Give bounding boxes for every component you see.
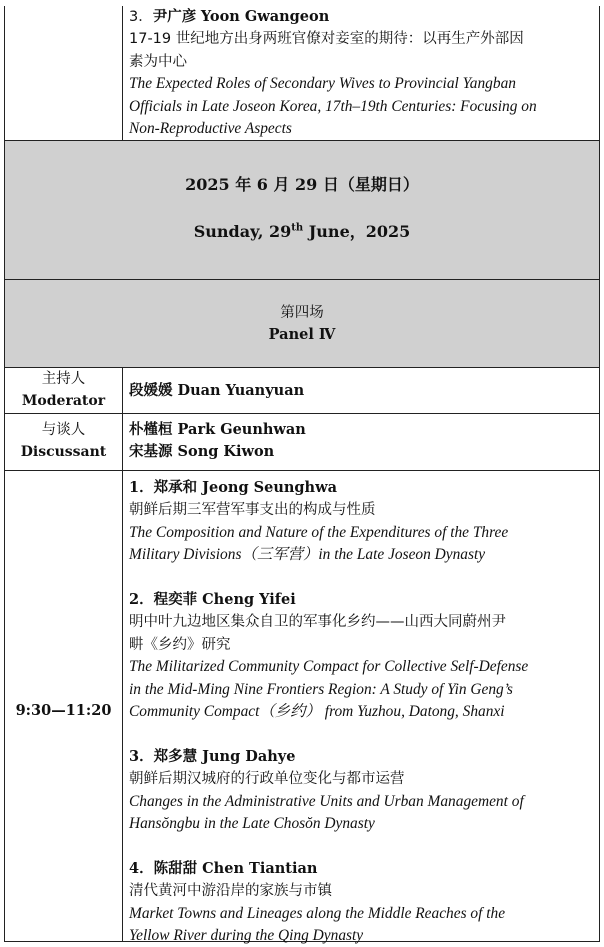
presenter-name-cn: 尹广彦 <box>152 9 197 25</box>
paper-title-en: Market Towns and Lineages along the Middle Reaches of the <box>129 904 506 922</box>
presentation-item <box>129 477 599 567</box>
presentation-item <box>129 746 599 836</box>
paper-title-cn: 17-19 世纪地方出身两班官僚对妾室的期待：以再生产外部因 <box>129 31 524 48</box>
paper-title-en: Yellow River during the Qing Dynasty <box>129 927 364 945</box>
paper-title-en: Officials in Late Joseon Korea, 17th–19th Centuries: Focusing on <box>129 97 537 115</box>
paper-title-en: in the Mid-Ming Nine Frontiers Region: A Study of Yin Geng’s <box>129 680 513 698</box>
paper-title-cn: 清代黄河中游沿岸的家族与市镇 <box>129 883 332 900</box>
presentation-item <box>129 589 599 723</box>
prev-presentation <box>123 6 599 140</box>
discussant-names: 朴槿桓 Park Geunhwan 宋基源 Song Kiwon <box>129 421 306 461</box>
paper-title-en: The Expected Roles of Secondary Wives to Provincial Yangban <box>129 75 516 93</box>
session-time: 9:30—11:20 <box>15 702 112 719</box>
moderator-name: 段媛媛 Duan Yuanyuan <box>129 382 305 399</box>
paper-title-en: Military Divisions（三军营）in the Late Joseon Dynasty <box>129 546 486 564</box>
paper-title-en: Changes in the Administrative Units and Urban Management of <box>129 792 524 810</box>
presentation-item <box>129 858 599 947</box>
presenter-name-en: Yoon Gwangeon <box>200 8 330 25</box>
discussant-label: 与谈人 Discussant <box>5 414 123 470</box>
time-cell-empty <box>5 6 123 140</box>
discussant-row <box>4 414 600 471</box>
paper-title-cn: 明中叶九边地区集众自卫的军事化乡约——山西大同蔚州尹 <box>129 614 506 631</box>
presenter-name: 陈甜甜 Chen Tiantian <box>153 859 318 877</box>
date-header-row <box>4 141 600 280</box>
panel-title-en: Panel Ⅳ <box>268 326 336 344</box>
panel-header-row <box>4 280 600 368</box>
paper-title-en: The Militarized Community Compact for Collective Self-Defense <box>129 658 529 676</box>
paper-title-en: Hansŏngbu in the Late Chosŏn Dynasty <box>129 815 375 833</box>
schedule-table <box>4 6 600 945</box>
session-row <box>4 471 600 945</box>
paper-title-en: Community Compact（乡约） from Yuzhou, Datong, Shanxi <box>129 703 505 721</box>
paper-title-cn: 朝鲜后期汉城府的行政单位变化与都市运营 <box>129 771 405 788</box>
prev-session-row <box>4 6 600 141</box>
presentation-list <box>123 471 599 945</box>
presenter-name: 郑多慧 Jung Dahye <box>153 747 296 765</box>
paper-title-cn: 畊《乡约》研究 <box>129 636 231 653</box>
presentation-number: 3． <box>129 9 153 25</box>
presentation-number: 2． <box>129 591 154 609</box>
date-en: Sunday, 29th June，2025 <box>193 222 411 241</box>
paper-title-cn: 素为中心 <box>129 53 187 70</box>
presenter-name: 郑承和 Jeong Seunghwa <box>153 479 337 496</box>
paper-title-en: The Composition and Nature of the Expenditures of the Three <box>129 523 509 541</box>
paper-title-cn: 朝鲜后期三军营军事支出的构成与性质 <box>129 502 376 519</box>
panel-title-cn: 第四场 <box>280 305 324 321</box>
presentation-number: 3． <box>129 747 154 765</box>
moderator-row <box>4 368 600 414</box>
presenter-name: 程奕菲 Cheng Yifei <box>153 591 296 609</box>
moderator-label: 主持人 Moderator <box>5 368 123 413</box>
paper-title-en: Non-Reproductive Aspects <box>129 120 292 138</box>
date-cn: 2025 年 6 月 29 日（星期日） <box>185 175 419 194</box>
presentation-number: 4． <box>129 859 154 877</box>
session-time-cell <box>5 471 123 941</box>
presentation-number: 1． <box>129 479 154 496</box>
